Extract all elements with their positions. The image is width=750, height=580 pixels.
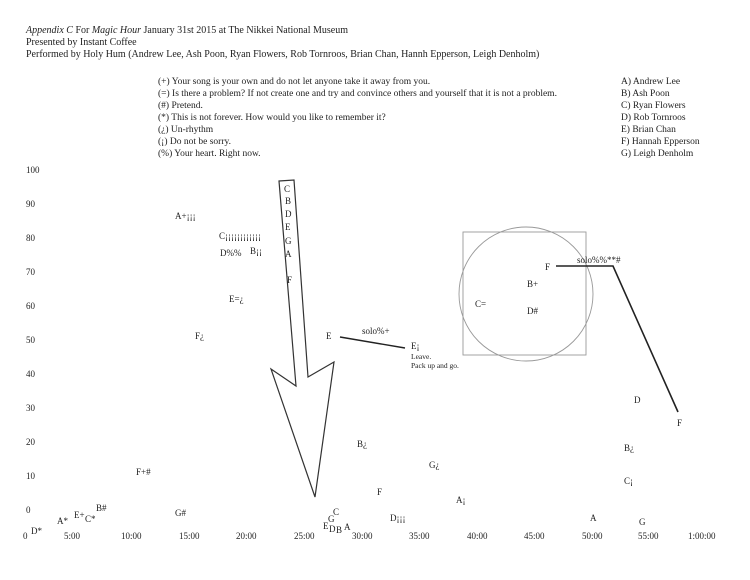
title-date-venue: January 31st 2015 at The Nikkei National Museum bbox=[141, 25, 349, 36]
x-tick: 25:00 bbox=[294, 531, 315, 541]
score-marker: E¡ bbox=[411, 341, 420, 351]
leave-note-line: Pack up and go. bbox=[411, 361, 459, 370]
score-marker: C¡ bbox=[624, 476, 633, 486]
x-tick: 55:00 bbox=[638, 531, 659, 541]
score-marker: G# bbox=[175, 508, 186, 518]
score-marker: C= bbox=[475, 299, 487, 309]
y-tick: 70 bbox=[26, 267, 35, 277]
score-marker: D bbox=[329, 524, 336, 534]
score-marker: F¿ bbox=[195, 331, 204, 341]
long-solo-line bbox=[556, 266, 678, 412]
arrow-letter: F bbox=[287, 275, 293, 285]
performer-f: F) Hannah Epperson bbox=[621, 137, 700, 147]
y-tick: 100 bbox=[26, 165, 40, 175]
score-marker: A* bbox=[57, 516, 68, 526]
score-marker: D# bbox=[527, 306, 538, 316]
x-tick: 1:00:00 bbox=[688, 531, 716, 541]
x-tick: 45:00 bbox=[524, 531, 545, 541]
y-tick: 10 bbox=[26, 471, 35, 481]
legend-plus: (+) Your song is your own and do not let anyone take it away from you. bbox=[158, 77, 431, 87]
arrow-letter: D bbox=[285, 209, 292, 219]
score-marker: E+ bbox=[74, 510, 85, 520]
score-marker: B¿ bbox=[357, 439, 367, 449]
performer-g: G) Leigh Denholm bbox=[621, 149, 694, 159]
score-marker: E bbox=[326, 331, 332, 341]
y-tick: 80 bbox=[26, 233, 35, 243]
score-marker: A bbox=[590, 513, 597, 523]
score-marker: A¡ bbox=[456, 495, 466, 505]
performer-d: D) Rob Tornroos bbox=[621, 113, 686, 123]
legend-equals: (=) Is there a problem? If not create one and try and convince others and yourself that it is not a problem. bbox=[158, 89, 557, 99]
x-tick: 10:00 bbox=[121, 531, 142, 541]
performer-b: B) Ash Poon bbox=[621, 89, 670, 99]
score-marker: D¡¡¡ bbox=[390, 513, 406, 523]
y-tick: 90 bbox=[26, 199, 35, 209]
score-marker: G bbox=[328, 514, 335, 524]
x-tick: 35:00 bbox=[409, 531, 430, 541]
x-tick: 5:00 bbox=[64, 531, 81, 541]
x-tick: 30:00 bbox=[352, 531, 373, 541]
y-tick: 60 bbox=[26, 301, 35, 311]
score-marker: F bbox=[545, 262, 551, 272]
score-marker: G bbox=[639, 517, 646, 527]
score-marker: A bbox=[344, 522, 351, 532]
score-marker: F+# bbox=[136, 467, 151, 477]
score-marker: B+ bbox=[527, 279, 539, 289]
score-marker: G¿ bbox=[429, 460, 440, 470]
x-tick: 20:00 bbox=[236, 531, 257, 541]
square-frame bbox=[463, 232, 586, 355]
y-tick: 40 bbox=[26, 369, 35, 379]
score-marker: C* bbox=[85, 514, 96, 524]
score-marker: D bbox=[634, 395, 641, 405]
score-marker: C bbox=[333, 507, 340, 517]
x-tick: 0 bbox=[23, 531, 28, 541]
presenter-line: Presented by Instant Coffee bbox=[26, 37, 137, 48]
legend-percent: (%) Your heart. Right now. bbox=[158, 149, 261, 159]
score-marker: E bbox=[323, 521, 329, 531]
arrow-letter: G bbox=[285, 236, 292, 246]
x-tick: 15:00 bbox=[179, 531, 200, 541]
circle-frame bbox=[459, 227, 593, 361]
leave-note bbox=[411, 352, 459, 370]
performer-a: A) Andrew Lee bbox=[621, 77, 681, 87]
legend-hash: (#) Pretend. bbox=[158, 101, 203, 111]
arrow-letter: C bbox=[284, 184, 291, 194]
title-for: For bbox=[72, 25, 92, 36]
arrow-letter: A bbox=[285, 249, 292, 259]
performer-e: E) Brian Chan bbox=[621, 125, 676, 135]
y-tick: 0 bbox=[26, 505, 31, 515]
leave-note-line: Leave. bbox=[411, 352, 432, 361]
appendix-label: Appendix C bbox=[26, 25, 73, 36]
score-marker: B¡¡ bbox=[250, 246, 262, 256]
legend-inverted-question: (¿) Un-rhythm bbox=[158, 125, 214, 135]
solo-line bbox=[340, 337, 405, 348]
score-marker: F bbox=[377, 487, 383, 497]
score-marker: D%% bbox=[220, 248, 242, 258]
y-tick: 20 bbox=[26, 437, 35, 447]
work-title: Magic Hour bbox=[91, 25, 142, 36]
y-tick: 30 bbox=[26, 403, 35, 413]
legend-inverted-exclamation: (¡) Do not be sorry. bbox=[158, 137, 231, 147]
score-marker: A+¡¡¡ bbox=[175, 211, 196, 221]
descending-arrow-shape bbox=[271, 180, 334, 497]
score-marker: B¿ bbox=[624, 443, 634, 453]
score-marker: C¡¡¡¡¡¡¡¡¡¡¡¡ bbox=[219, 231, 261, 241]
arrow-letter: E bbox=[285, 222, 291, 232]
performer-c: C) Ryan Flowers bbox=[621, 101, 686, 111]
performers-line: Performed by Holy Hum (Andrew Lee, Ash Poon, Ryan Flowers, Rob Tornroos, Brian Chan, Hannh Epperson, Leigh Denholm) bbox=[26, 49, 540, 60]
score-marker: solo%%**# bbox=[577, 255, 621, 265]
x-tick: 40:00 bbox=[467, 531, 488, 541]
score-marker: B bbox=[336, 525, 343, 535]
y-tick: 50 bbox=[26, 335, 35, 345]
score-marker: E=¿ bbox=[229, 294, 244, 304]
arrow-letter: B bbox=[285, 196, 292, 206]
score-marker: F bbox=[677, 418, 683, 428]
score-marker: solo%+ bbox=[362, 326, 390, 336]
score-marker: B# bbox=[96, 503, 107, 513]
legend-asterisk: (*) This is not forever. How would you like to remember it? bbox=[158, 113, 386, 123]
x-tick: 50:00 bbox=[582, 531, 603, 541]
score-marker: D* bbox=[31, 526, 42, 536]
